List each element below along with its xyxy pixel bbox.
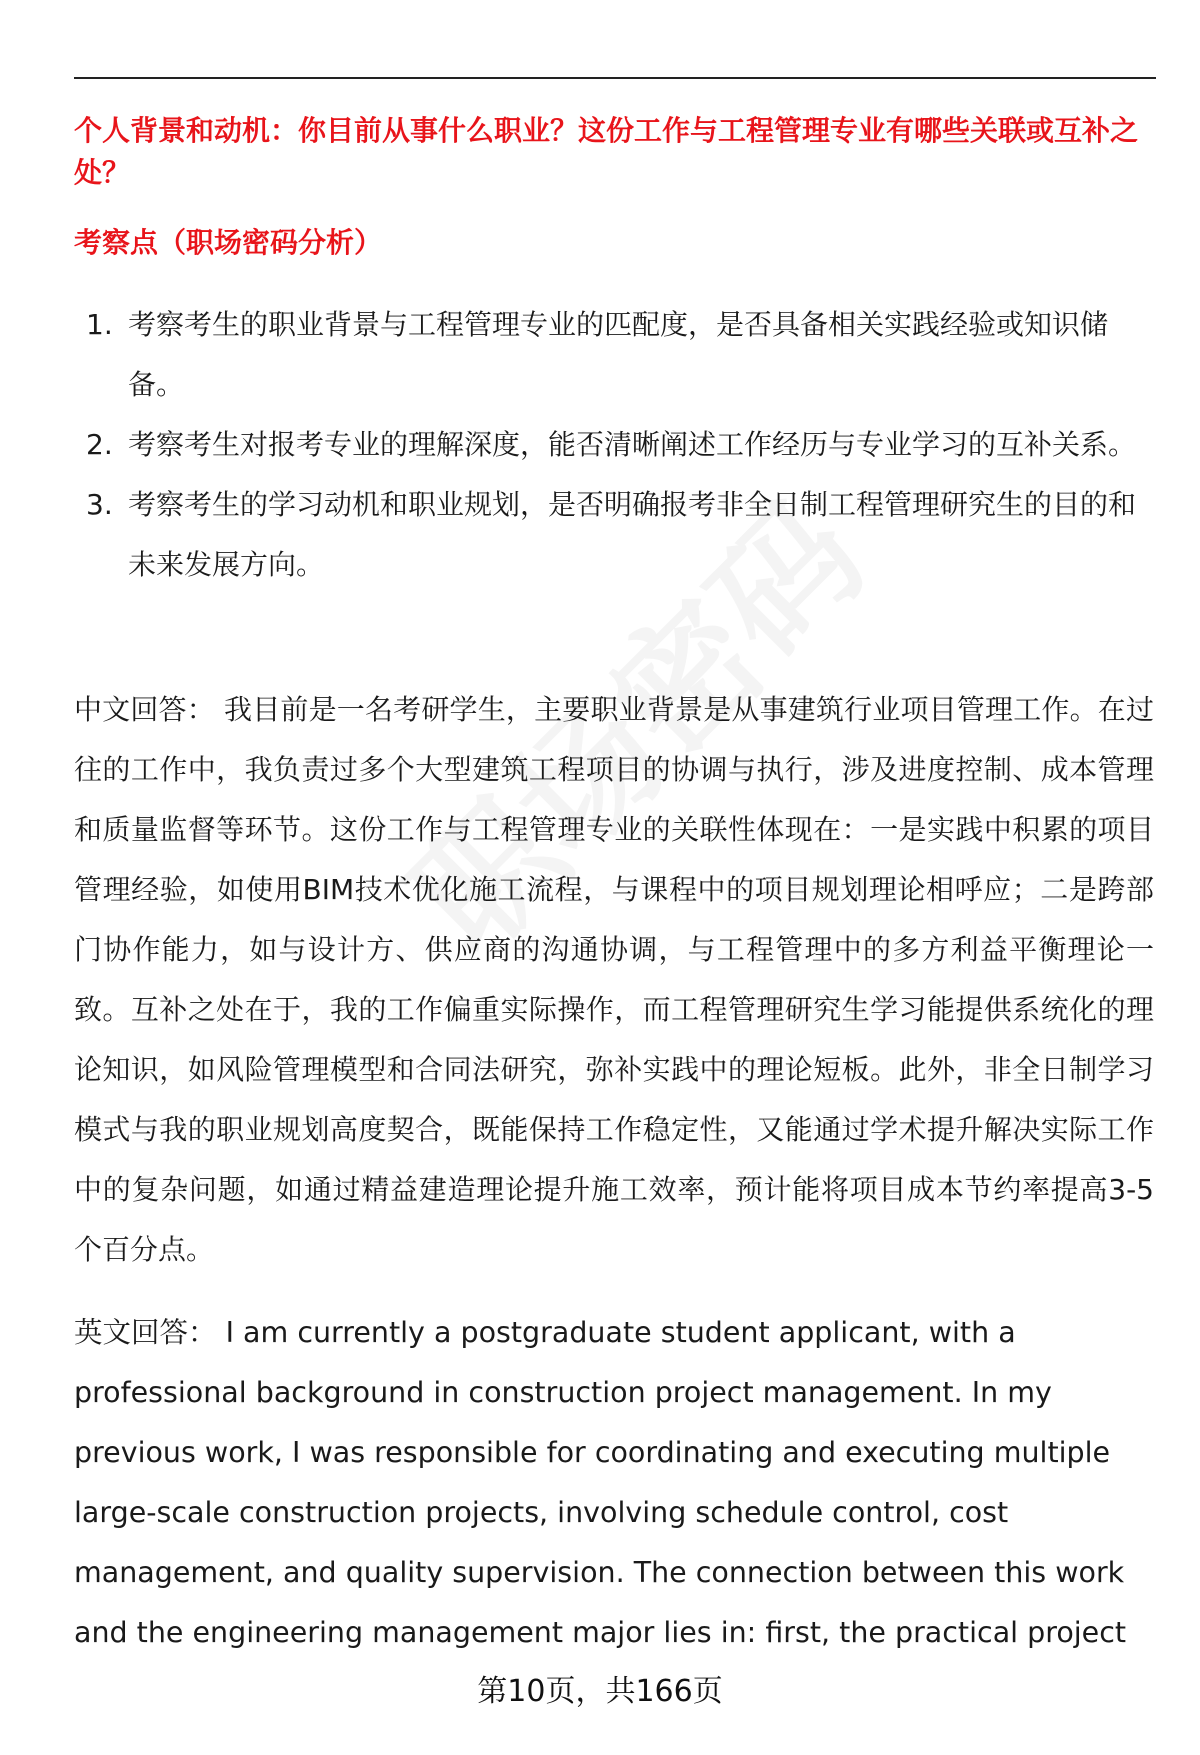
english-answer-text: I am currently a postgraduate student applicant, with a professional background in construction project management. In my previous work, I was responsible for coordinating and executing multiple large-scale construction projects, involving schedule control, cost management, and quality supervision. The connection between this work and the engineering management major lies in: first, the practical project	[74, 1316, 1127, 1649]
list-item-number: 1.	[86, 308, 113, 341]
question-title: 个人背景和动机：你目前从事什么职业？这份工作与工程管理专业有哪些关联或互补之处？	[74, 114, 1139, 189]
english-answer-label: 英文回答：	[74, 1316, 217, 1349]
english-answer	[74, 1303, 1154, 1663]
list-item	[74, 295, 1154, 415]
header-rule	[74, 77, 1156, 79]
list-item-text: 考察考生的职业背景与工程管理专业的匹配度，是否具备相关实践经验或知识储备。	[128, 308, 1109, 401]
list-item-text: 考察考生对报考专业的理解深度，能否清晰阐述工作经历与专业学习的互补关系。	[128, 428, 1137, 461]
list-item-number: 3.	[86, 488, 113, 521]
list-item-number: 2.	[86, 428, 113, 461]
chinese-answer	[74, 680, 1154, 1280]
list-item-text: 考察考生的学习动机和职业规划，是否明确报考非全日制工程管理研究生的目的和未来发展方向。	[128, 488, 1137, 581]
page-number: 第10页，共166页	[477, 1674, 723, 1709]
assessment-points-list	[74, 295, 1154, 595]
section-label: 考察点（职场密码分析）	[74, 226, 383, 259]
chinese-answer-text: 我目前是一名考研学生，主要职业背景是从事建筑行业项目管理工作。在过往的工作中，我负责过多个大型建筑工程项目的协调与执行，涉及进度控制、成本管理和质量监督等环节。这份工作与工程管理专业的关联性体现在：一是实践中积累的项目管理经验，如使用BIM技术优化施工流程，与课程中的项目规划理论相呼应；二是跨部门协作能力，如与设计方、供应商的沟通协调，与工程管理中的多方利益平衡理论一致。互补之处在于，我的工作偏重实际操作，而工程管理研究生学习能提供系统化的理论知识，如风险管理模型和合同法研究，弥补实践中的理论短板。此外，非全日制学习模式与我的职业规划高度契合，既能保持工作稳定性，又能通过学术提升解决实际工作中的复杂问题，如通过精益建造理论提升施工效率，预计能将项目成本节约率提高3-5个百分点。	[74, 693, 1154, 1266]
list-item	[74, 475, 1154, 595]
list-item	[74, 415, 1154, 475]
chinese-answer-label: 中文回答：	[74, 693, 215, 726]
